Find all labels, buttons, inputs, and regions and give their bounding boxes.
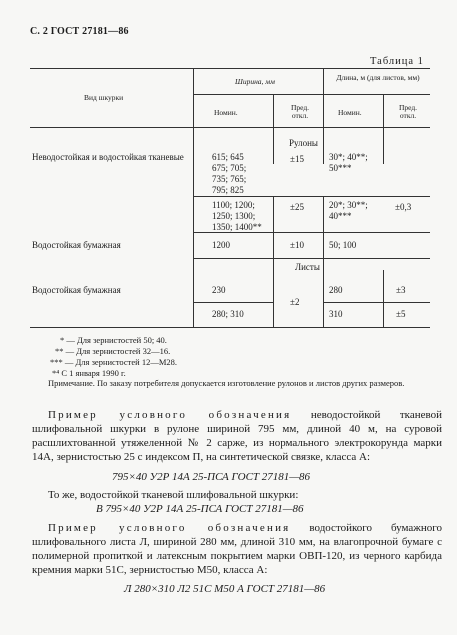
row1-dev-b: ±25 (290, 202, 304, 212)
section-sheets: Листы (295, 262, 320, 272)
example1-paragraph (32, 408, 442, 464)
row3-width-a: 230 (212, 285, 226, 295)
example2-label: Пример условного обозначения (48, 522, 291, 534)
page-header: С. 2 ГОСТ 27181—86 (30, 26, 129, 37)
row1-len-dev: ±0,3 (395, 202, 412, 212)
col-header-dev-width: Пред. откл. (290, 103, 310, 120)
table-top-rule (30, 68, 430, 69)
footnote-1: * — Для зернистостей 50; 40. (60, 335, 167, 345)
footnote-3: *** — Для зернистостей 12—М28. (50, 357, 178, 367)
row3-type: Водостойкая бумажная (32, 285, 121, 295)
row3-len-a: 280 (329, 285, 343, 295)
row1-len-b: 20*; 30**; 40*** (329, 200, 368, 221)
col-header-nom-length: Номин. (338, 108, 362, 117)
footnote-2: ** — Для зернистостей 32—16. (55, 346, 171, 356)
row2-type: Водостойкая бумажная (32, 240, 121, 250)
sheets-length-split (323, 302, 430, 303)
col-divider-2a (273, 94, 274, 164)
row2-len: 50; 100 (329, 240, 357, 250)
sheets-top-rule (193, 258, 430, 259)
example2-formula: Л 280×310 Л2 51С М50 А ГОСТ 27181—86 (124, 583, 326, 595)
row3-len-dev-a: ±3 (396, 285, 406, 295)
example1-text: неводостойкой тканевой шлифовальной шкурки в рулоне шириной 795 мм, длиной 40 м, на суровой расшлихтованной утяжеленной № 2 сарже, из нормального электрокорунда марки 14А, зернистостью 25 с индексом П, на синтетической связке, класса А: (32, 409, 443, 463)
col-divider-3b (323, 196, 324, 327)
row2-width: 1200 (212, 240, 230, 250)
row3-len-dev-b: ±5 (396, 309, 406, 319)
col-header-width: Ширина, мм (235, 77, 275, 86)
example2-paragraph (32, 521, 442, 577)
table-caption: Таблица 1 (370, 56, 424, 67)
row1-width-a: 615; 645 675; 705; 735; 765; 795; 825 (212, 152, 247, 195)
col-header-length: Длина, м (для листов, мм) (336, 73, 420, 82)
col-divider-3a (323, 68, 324, 164)
example1-formula: 795×40 У2Р 14А 25-ПСА ГОСТ 27181—86 (112, 471, 311, 483)
row2-dev: ±10 (290, 240, 304, 250)
table-note: Примечание. По заказу потребителя допускается изготовление рулонов и листов других размеров. (48, 378, 405, 388)
section-rolls: Рулоны (289, 138, 318, 148)
row1-width-b: 1100; 1200; 1250; 1300; 1350; 1400** (212, 200, 262, 232)
same-text: То же, водостойкой тканевой шлифовальной шкурки: (48, 489, 299, 501)
row1-len-a: 30*; 40**; 50*** (329, 152, 368, 173)
sheets-width-split (193, 302, 273, 303)
col-divider-4b (383, 270, 384, 327)
row3-len-b: 310 (329, 309, 343, 319)
row1-type: Неводостойкая и водостойкая тканевые (32, 152, 184, 162)
row3-dev: ±2 (290, 297, 300, 307)
same-formula: В 795×40 У2Р 14А 25-ПСА ГОСТ 27181—86 (96, 503, 304, 515)
header-mid-rule (193, 94, 430, 95)
header-bottom-rule (30, 127, 430, 128)
row1-dev-a: ±15 (290, 154, 304, 164)
col-divider-4a (383, 94, 384, 164)
rolls-split-rule (193, 196, 430, 197)
col-header-nom-width: Номин. (214, 108, 238, 117)
col-divider-2b (273, 196, 274, 327)
table-bottom-rule (30, 327, 430, 328)
col-header-dev-length: Пред. откл. (398, 103, 418, 120)
footnote-4: *⁴ С 1 января 1990 г. (52, 368, 126, 378)
row3-width-b: 280; 310 (212, 309, 244, 319)
col-header-type: Вид шкурки (84, 93, 124, 102)
example2-text: водостойкого бумажного шлифовального листа Л, шириной 280 мм, длиной 310 мм, на влагопрочной бумаге с полимерной пропиткой и латексным покрытием марки ОВП-120, из черного карбида кремния марки 51С, зернистостью М50, класса А: (32, 522, 443, 576)
col-divider-1 (193, 68, 194, 327)
example1-label: Пример условного обозначения (48, 409, 292, 421)
